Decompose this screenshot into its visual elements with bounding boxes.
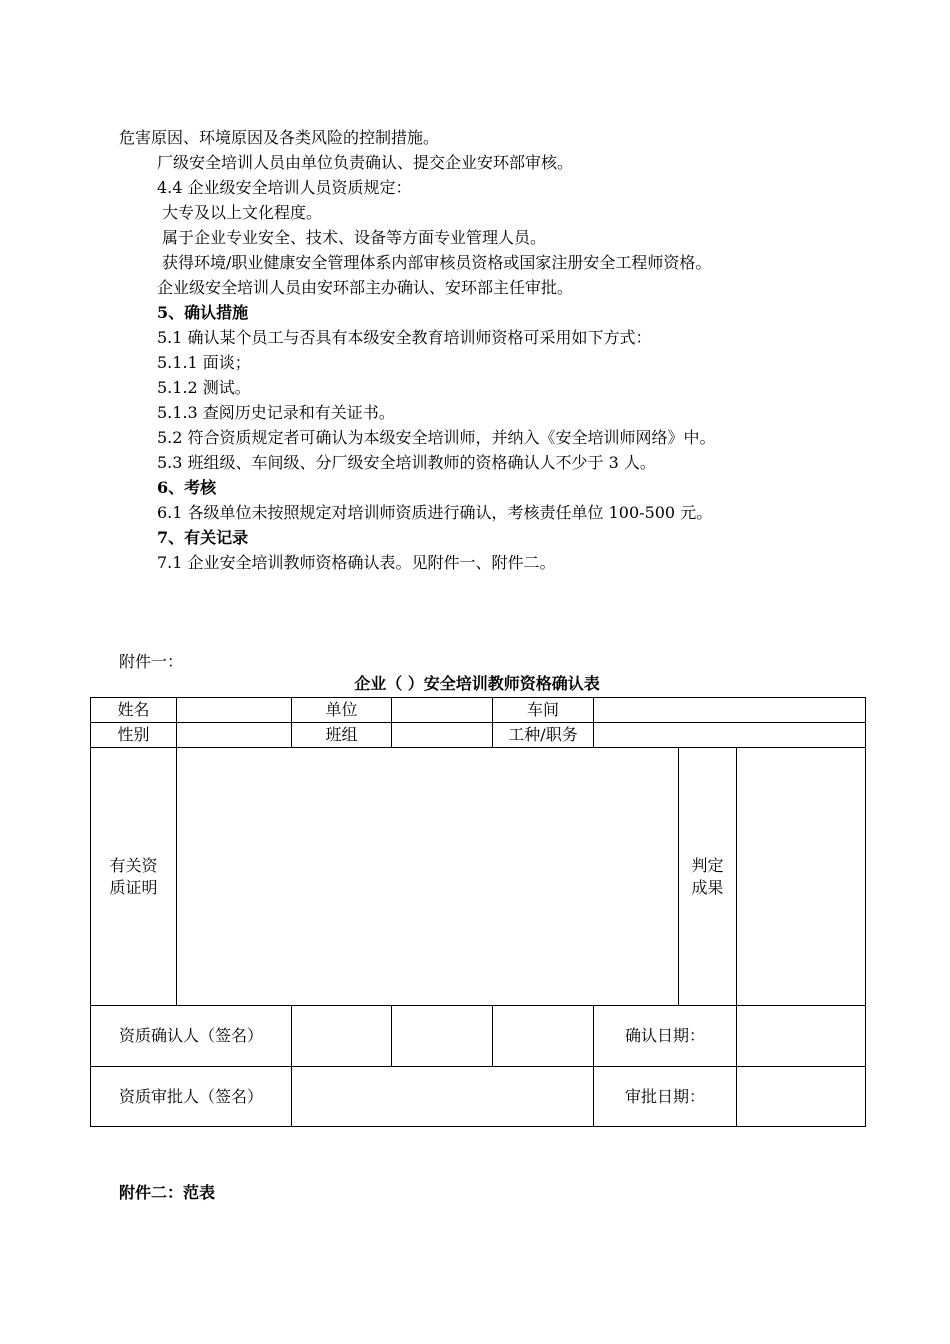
proof-content-cell[interactable] bbox=[177, 748, 679, 1006]
body-line: 5.2 符合资质规定者可确认为本级安全培训师，并纳入《安全培训师网络》中。 bbox=[157, 428, 716, 447]
name-value-cell[interactable] bbox=[177, 698, 292, 723]
body-line: 6.1 各级单位未按照规定对培训师资质进行确认，考核责任单位 100-500 元。 bbox=[157, 503, 713, 522]
body-line: 5.1.1 面谈； bbox=[157, 353, 251, 372]
confirm-date-label-cell: 确认日期： bbox=[594, 1006, 737, 1067]
section-heading: 5、确认措施 bbox=[157, 303, 249, 322]
body-line: 7.1 企业安全培训教师资格确认表。见附件一、附件二。 bbox=[157, 553, 556, 572]
body-line: 5.1.2 测试。 bbox=[157, 378, 251, 397]
team-value-cell[interactable] bbox=[392, 723, 493, 748]
body-line: 企业级安全培训人员由安环部主办确认、安环部主任审批。 bbox=[157, 278, 574, 297]
proof-label-line: 质证明 bbox=[109, 877, 158, 897]
team-label-cell: 班组 bbox=[292, 723, 392, 748]
gender-label-cell: 性别 bbox=[91, 723, 177, 748]
body-line: 5.3 班组级、车间级、分厂级安全培训教师的资格确认人不少于 3 人。 bbox=[157, 453, 656, 472]
body-line: 5.1.3 查阅历史记录和有关证书。 bbox=[157, 403, 395, 422]
job-value-cell[interactable] bbox=[594, 723, 866, 748]
confirmer-signature-cell[interactable] bbox=[493, 1006, 594, 1067]
name-label-cell: 姓名 bbox=[91, 698, 177, 723]
confirmer-signature-cell[interactable] bbox=[392, 1006, 493, 1067]
unit-label-cell: 单位 bbox=[292, 698, 392, 723]
qualification-form-table bbox=[90, 697, 866, 1127]
gender-value-cell[interactable] bbox=[177, 723, 292, 748]
body-line: 大专及以上文化程度。 bbox=[162, 203, 323, 222]
confirmer-signature-cell[interactable] bbox=[292, 1006, 392, 1067]
proof-label-cell bbox=[91, 748, 177, 1006]
approve-date-value-cell[interactable] bbox=[737, 1067, 866, 1127]
approve-date-label-cell: 审批日期： bbox=[594, 1067, 737, 1127]
attachment-one-label: 附件一： bbox=[119, 652, 184, 671]
body-line: 厂级安全培训人员由单位负责确认、提交企业安环部审核。 bbox=[157, 153, 574, 172]
job-label-cell: 工种/职务 bbox=[493, 723, 594, 748]
body-line: 获得环境/职业健康安全管理体系内部审核员资格或国家注册安全工程师资格。 bbox=[162, 253, 712, 272]
form-title: 企业（ ）安全培训教师资格确认表 bbox=[354, 674, 600, 693]
body-line: 4.4 企业级安全培训人员资质规定： bbox=[157, 178, 412, 197]
section-heading: 7、有关记录 bbox=[157, 528, 249, 547]
result-label-line: 成果 bbox=[691, 877, 724, 897]
body-line: 危害原因、环境原因及各类风险的控制措施。 bbox=[119, 128, 440, 147]
attachment-two-label: 附件二：范表 bbox=[119, 1183, 216, 1202]
confirm-date-value-cell[interactable] bbox=[737, 1006, 866, 1067]
unit-value-cell[interactable] bbox=[392, 698, 493, 723]
approver-label-cell: 资质审批人（签名） bbox=[91, 1067, 292, 1127]
section-heading: 6、考核 bbox=[157, 478, 217, 497]
workshop-value-cell[interactable] bbox=[594, 698, 866, 723]
proof-label-line: 有关资 bbox=[109, 855, 158, 875]
workshop-label-cell: 车间 bbox=[493, 698, 594, 723]
approver-signature-cell[interactable] bbox=[292, 1067, 594, 1127]
result-label-cell bbox=[679, 748, 737, 1006]
result-value-cell[interactable] bbox=[737, 748, 866, 1006]
confirmer-label-cell: 资质确认人（签名） bbox=[91, 1006, 292, 1067]
body-line: 5.1 确认某个员工与否具有本级安全教育培训师资格可采用如下方式： bbox=[157, 328, 652, 347]
body-line: 属于企业专业安全、技术、设备等方面专业管理人员。 bbox=[162, 228, 547, 247]
result-label-line: 判定 bbox=[691, 855, 724, 875]
